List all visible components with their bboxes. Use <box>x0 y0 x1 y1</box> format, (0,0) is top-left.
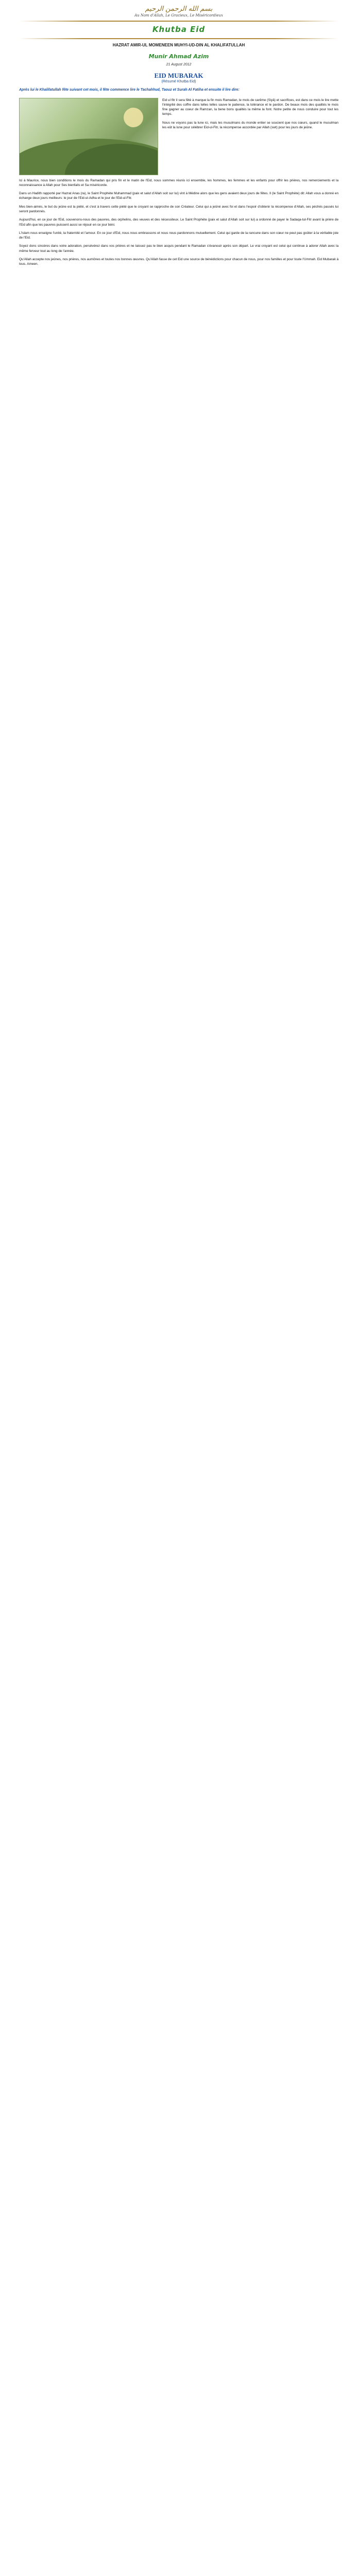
author-name: Munir Ahmad Azim <box>148 53 209 60</box>
page <box>0 0 357 267</box>
article-image <box>19 98 158 175</box>
publish-date: 21 August 2012 <box>166 63 192 66</box>
sun-shape <box>124 108 143 127</box>
article-paragraph: Qu'Allah accepte nos jeûnes, nos prières, nos aumônes et toutes nos bonnes œuvres. Qu'Allah fasse de cet Eid une source de bénédictions pour chacun de nous, pour nos familles et pour toute l'Ummah. Eid Mubarak à tous. Ameen. <box>19 258 338 266</box>
article-paragraph: Aujourd'hui, en ce jour de l'Eid, souvenons-nous des pauvres, des orphelins, des veuves et des nécessiteux. Le Saint Prophète (paix et salut d'Allah soit sur lui) a ordonné de payer le Sadaqa-tul-Fitr avant la prière de l'Eid afin que les pauvres puissent aussi se réjouir en ce jour béni. <box>19 218 338 227</box>
article-paragraph: Ici à Maurice, nous bien conditions le mois du Ramadan qui pris fin et le matin de l'Eid, nous sommes réunis ici ensemble, les hommes, les femmes et les enfants pour offrir les prières, nos remerciements et la reconnaissance à Allah pour Ses bienfaits et Sa miséricorde. <box>19 178 338 187</box>
intro-heading: HAZRAT AMIR-UL MOMENEEN MUHYI-UD-DIN AL KHALIFATULLAH <box>112 43 245 47</box>
page-title: Khutba Eid <box>152 25 206 34</box>
divider <box>19 21 338 22</box>
article-paragraph: Eid ul fitr il sera fêté à marque la fin mois Ramadan, le mois de carême (Siyâ) et sacrifices, est dans ce mois le lire mette l'intégrité des coffre dans telles telles sauve le patience, la tolérance et le pardon. De beaux mois des qualités le mois fine gagner au coeur de Ramzan, la bene bons qualités la même la font. Notre petite de nous conduire pour tout les temps. <box>162 98 338 116</box>
article-paragraph: Dans un Hadith rapporté par Hazrat Anas (ra), le Saint Prophète Muhammad (paix et salut d'Allah soit sur lui) vint à Médine alors que les gens avaient deux jours de fêtes. Il (le Saint Prophète) dit: Allah vous a donné en échange deux jours meilleurs: le jour de l'Eid-ul-Adha et le jour de l'Eid-ul-Fitr. <box>19 192 338 200</box>
basmala: بسم الله الرحمن الرحيم <box>145 5 213 13</box>
article-lede: Après lui le Khalifatullah fête suivant cet mois, il fête commence lire le Tachahhud, Taouz et Surah Al Fatiha et ensuite il lire dire: <box>19 88 240 92</box>
article-subtitle: (Résumé Khutba Eid) <box>161 80 196 83</box>
article-title: EID MUBARAK <box>154 72 203 79</box>
article-paragraph: Mes bien-aimés, le but du jeûne est la piété, et c'est à travers cette piété que le croyant se rapproche de son Créateur. Celui qui a jeûné avec foi et dans l'espoir d'obtenir la récompense d'Allah, ses péchés passés lui seront pardonnés. <box>19 205 338 213</box>
divider <box>19 38 338 39</box>
article-paragraph: L'Islam nous enseigne l'unité, la fraternité et l'amour. En ce jour d'Eid, nous nous embrassons et nous nous pardonnons mutuellement. Celui qui garde de la rancune dans son cœur ne peut pas goûter à la véritable joie de l'Eid. <box>19 231 338 240</box>
basmala-translation: Au Nom d'Allah, Le Gracieux, Le Miséricordieux <box>134 13 223 18</box>
article-paragraph: Soyez donc sincères dans votre adoration, persévérez dans vos prières et ne laissez pas le bien acquis pendant le Ramadan s'évanouir après son départ. Le vrai croyant est celui qui continue à adorer Allah avec la même ferveur tout au long de l'année. <box>19 244 338 253</box>
article-paragraph: Nous ne voyons pas la lune ici, mais les musulmans du monde entier se soucient que nos cœurs, quand le musulman les eût la lune pour célébrer Eid-ul-Fitr, la récompense accordée par Allah (swt) pour les jours de jeûne. <box>162 121 338 129</box>
article-body <box>19 98 338 267</box>
